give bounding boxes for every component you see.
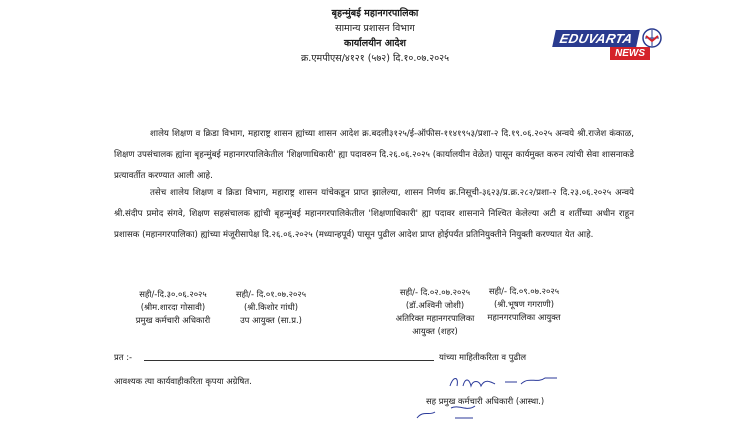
reference-number: क्र.एमपीएस/४१२१ (५७२) दि.१०.०७.२०२५ — [300, 53, 450, 64]
signatory-designation: महानगरपालिका आयुक्त — [487, 312, 561, 322]
signed-date: सही/- दि.०१.०७.२०२५ — [235, 289, 307, 299]
initials-scribble — [415, 402, 495, 422]
copy-purpose: यांच्या माहितीकरिता व पुढील — [439, 352, 527, 362]
paragraph-relieving-order — [114, 124, 634, 187]
signed-date: सही/-दि.३०.०६.२०२५ — [139, 289, 207, 299]
signatory-name: (श्री.किशोर गांधी) — [243, 302, 299, 312]
handwritten-signature — [445, 372, 565, 394]
department-name: सामान्य प्रशासन विभाग — [335, 23, 415, 34]
copy-to-line — [114, 350, 634, 364]
document-type: कार्यालयीन आदेश — [344, 38, 406, 49]
logo-text-eduvarta: EDUVARTA — [552, 30, 640, 47]
signatory-block — [222, 288, 320, 327]
signatory-block — [118, 288, 228, 327]
signatory-block — [474, 285, 574, 324]
signatory-designation: अतिरिक्त महानगरपालिका आयुक्त (शहर) — [395, 313, 475, 336]
eduvarta-logo — [550, 26, 660, 62]
signatory-name: (श्री.भूषण गगराणी) — [494, 299, 554, 309]
copy-purpose-line2: आवश्यक त्या कार्यवाहीकरिता कृपया अग्रेषित. — [114, 376, 252, 386]
signed-date: सही/- दि.०२.०७.२०२५ — [399, 287, 471, 297]
copy-label: प्रत :- — [114, 352, 133, 362]
signatory-designation: प्रमुख कर्मचारी अधिकारी — [135, 315, 211, 325]
paragraph-text: शालेय शिक्षण व क्रिडा विभाग, महाराष्ट्र शासन ह्यांच्या शासन आदेश क्र.बदली३१२५/ई-ऑफीस-११४१९५३/प्रशा-२ दि.१९.०६.२०२५ अन्वये श्री.राजेश कंकाळ, शिक्षण उपसंचालक ह्यांना बृहन्मुंबई महानगरपालिकेतील 'शिक्षणाधिकारी' ह्या पदावरुन दि.२६.०६.२०२५ (कार्यालयीन वेळेत) पासून कार्यमुक्त करुन त्यांची सेवा शासनाकडे प्रत्यावर्तीत करण्यात आली आहे. — [114, 129, 634, 181]
signatory-designation: उप आयुक्त (सा.प्र.) — [240, 315, 302, 325]
signatory-name: (डॉ.अश्विनी जोशी) — [405, 300, 465, 310]
signatory-block — [385, 286, 485, 338]
logo-text-news: NEWS — [610, 47, 650, 60]
org-name: बृहन्मुंबई महानगरपालिका — [331, 8, 419, 19]
globe-emblem-icon — [642, 28, 662, 48]
paragraph-appointment-order — [114, 183, 634, 246]
footer-designation: सह प्रमुख कर्मचारी अधिकारी (आस्था.) — [426, 396, 545, 406]
signed-date: सही/- दि.०९.०७.२०२५ — [488, 286, 560, 296]
paragraph-text: तसेच शालेय शिक्षण व क्रिडा विभाग, महाराष्ट्र शासन यांचेकडून प्राप्त झालेल्या, शासन निर्णय क्र.निसूची-३६२३/प्र.क्र.२८२/प्रशा-२ दि.२३.०६.२०२५ अन्वये श्री.संदीप प्रमोद संगवे, शिक्षण सहसंचालक ह्यांची बृहन्मुंबई महानगरपालिकेतील 'शिक्षणाधिकारी' ह्या पदावर शासनाने निश्चित केलेल्या अटी व शर्तींच्या अधीन राहून प्रशासक (महानगरपालिका) ह्यांच्या मंजूरीसापेक्ष दि.२६.०६.२०२५ (मध्यान्हपूर्व) पासून पुढील आदेश प्राप्त होईपर्यंत प्रतिनियुक्तीने नियुक्ती करण्यात येत आहे. — [114, 188, 634, 240]
signatory-name: (श्रीम.शारदा गोसावी) — [140, 302, 206, 312]
copy-recipient-blank — [144, 360, 434, 361]
